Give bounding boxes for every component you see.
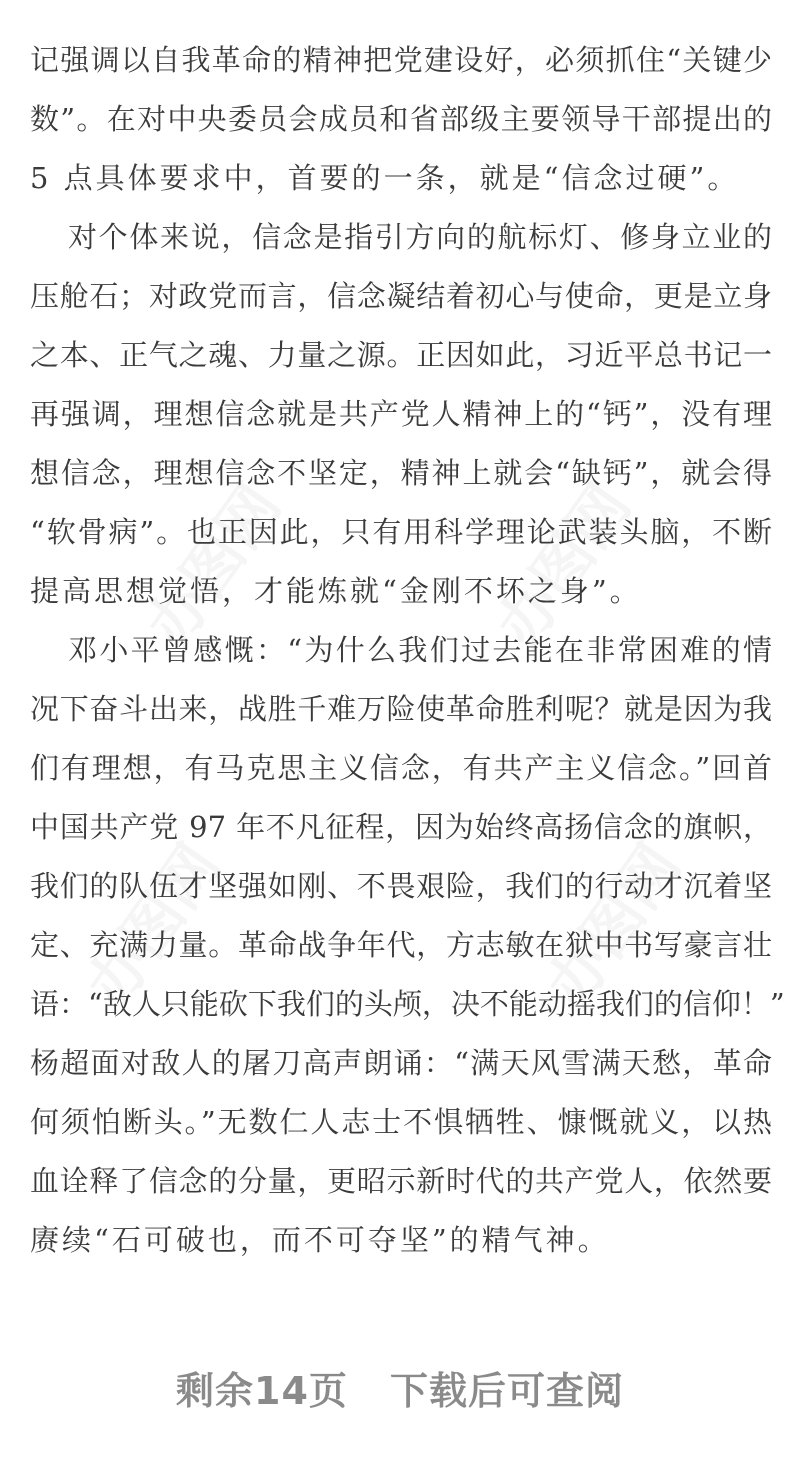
text-line: 血诠释了信念的分量，更昭示新时代的共产党人，依然要	[30, 1164, 772, 1198]
text-line: 中国共产党 97 年不凡征程，因为始终高扬信念的旗帜，	[30, 810, 772, 844]
watermark: 办图网	[533, 832, 695, 1020]
text-line: 何须怕断头。”无数仁人志士不惧牺牲、慷慨就义，以热	[30, 1105, 772, 1139]
remaining-pages-label: 剩余14页	[176, 1369, 348, 1413]
download-to-view-label: 下载后可查阅	[389, 1369, 624, 1413]
text-line: 对个体来说，信念是指引方向的航标灯、修身立业的	[68, 220, 772, 254]
download-prompt[interactable]	[0, 1360, 800, 1415]
text-line: 记强调以自我革命的精神把党建设好，必须抓住“关键少	[30, 43, 772, 77]
text-line: 5 点具体要求中，首要的一条，就是“信念过硬”。	[30, 161, 740, 195]
text-line: 想信念，理想信念不坚定，精神上就会“缺钙”，就会得	[30, 456, 772, 490]
watermark: 办图网	[133, 472, 295, 660]
text-line: “软骨病”。也正因此，只有用科学理论武装头脑，不断	[30, 515, 772, 549]
text-line: 之本、正气之魂、力量之源。正因如此，习近平总书记一	[30, 338, 772, 372]
text-line: 定、充满力量。革命战争年代，方志敏在狱中书写豪言壮	[30, 928, 772, 962]
text-line: 况下奋斗出来，战胜千难万险使革命胜利呢？就是因为我	[30, 692, 772, 726]
text-line: 压舱石；对政党而言，信念凝结着初心与使命，更是立身	[30, 279, 772, 313]
text-line: 提高思想觉悟，才能炼就“金刚不坏之身”。	[30, 574, 642, 608]
text-line: 数”。在对中央委员会成员和省部级主要领导干部提出的	[30, 102, 772, 136]
text-line: 语：“敌人只能砍下我们的头颅，决不能动摇我们的信仰！”	[30, 987, 785, 1021]
text-line: 赓续“石可破也，而不可夺坚”的精气神。	[30, 1223, 610, 1257]
text-line: 我们的队伍才坚强如刚、不畏艰险，我们的行动才沉着坚	[30, 869, 772, 903]
watermark: 办图网	[73, 832, 235, 1020]
text-line: 们有理想，有马克思主义信念，有共产主义信念。”回首	[30, 751, 772, 785]
watermark: 办图网	[483, 472, 645, 660]
text-line: 邓小平曾感慨：“为什么我们过去能在非常困难的情	[68, 633, 772, 667]
text-line: 再强调，理想信念就是共产党人精神上的“钙”，没有理	[30, 397, 772, 431]
text-line: 杨超面对敌人的屠刀高声朗诵：“满天风雪满天愁，革命	[30, 1046, 772, 1080]
